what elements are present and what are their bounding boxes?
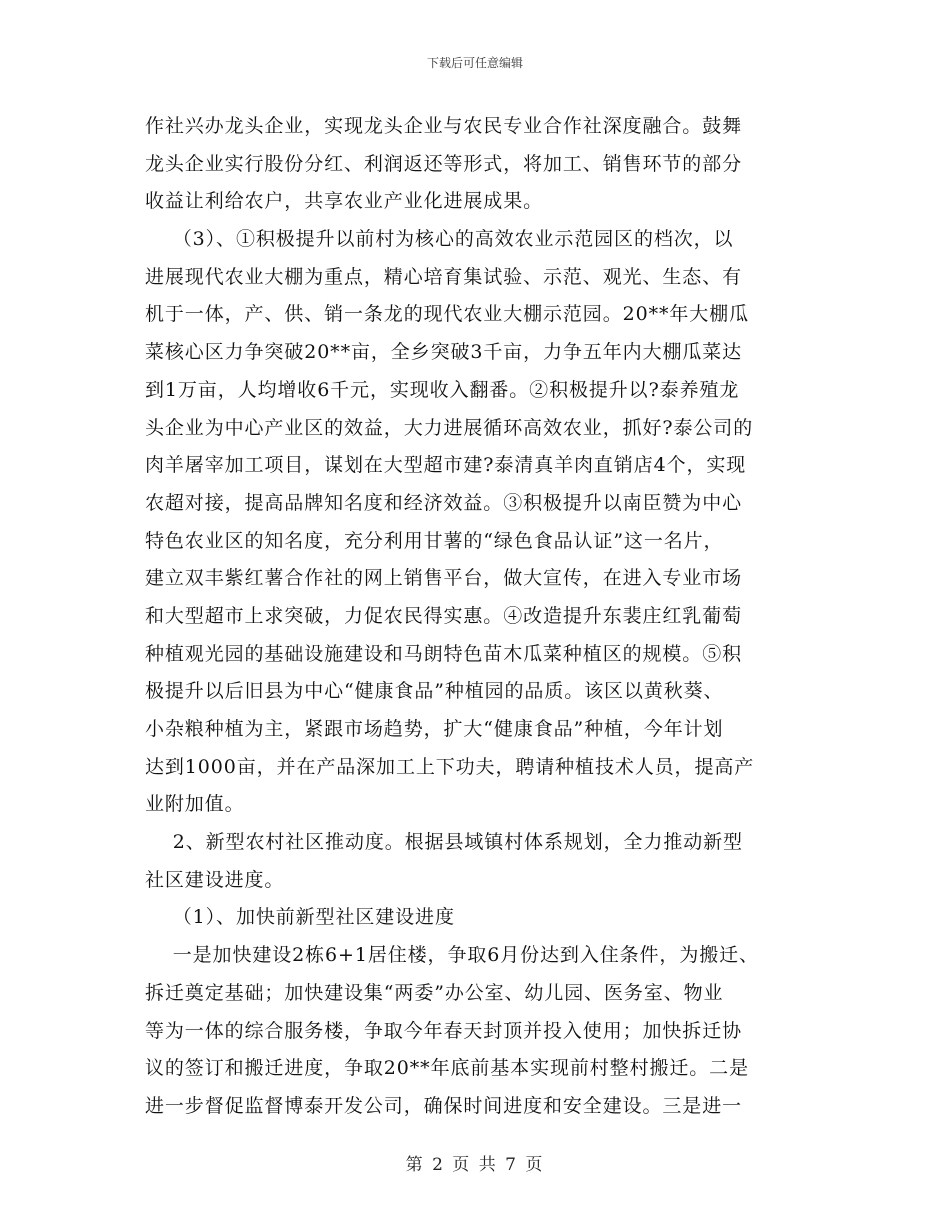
body-text-line: （3）、①积极提升以前村为核心的高效农业示范园区的档次，以	[145, 228, 734, 251]
body-text-line: 业附加值。	[145, 793, 245, 816]
body-text-line: 农超对接，提高品牌知名度和经济效益。③积极提升以南臣赞为中心	[145, 491, 743, 514]
body-text-line: 小杂粮种植为主，紧跟市场趋势，扩大“健康食品”种植，今年计划	[145, 718, 724, 740]
body-text-line: 收益让利给农户，共享农业产业化进展成果。	[145, 190, 544, 213]
body-text-line: 菜核心区力争突破20**亩，全乡突破3千亩，力争五年内大棚瓜菜达	[145, 341, 743, 364]
body-text-line: 肉羊屠宰加工项目，谋划在大型超市建?泰清真羊肉直销店4个，实现	[145, 454, 747, 477]
body-text-line: 2、新型农村社区推动度。根据县域镇村体系规划，全力推动新型	[145, 831, 743, 854]
body-text-line: （1）、加快前新型社区建设进度	[145, 906, 455, 929]
body-text-line: 极提升以后旧县为中心“健康食品”种植园的品质。该区以黄秋葵、	[145, 680, 724, 703]
body-text-line: 议的签订和搬迁进度，争取20**年底前基本实现前村整村搬迁。二是	[145, 1057, 749, 1080]
body-text-line: 作社兴办龙头企业，实现龙头企业与农民专业合作社深度融合。鼓舞	[145, 115, 743, 137]
body-text-line: 机于一体，产、供、销一条龙的现代农业大棚示范园。20**年大棚瓜	[145, 303, 749, 326]
body-text-line: 头企业为中心产业区的效益，大力进展循环高效农业，抓好?泰公司的	[145, 416, 754, 439]
document-body	[145, 108, 825, 1126]
body-text-line: 社区建设进度。	[145, 868, 285, 891]
body-text-line: 等为一体的综合服务楼，争取今年春天封顶并投入使用；加快拆迁协	[145, 1019, 743, 1042]
body-text-line: 建立双丰紫红薯合作社的网上销售平台，做大宣传，在进入专业市场	[145, 567, 743, 590]
page-number: 第 2 页 共 7 页	[405, 1155, 545, 1175]
body-text-line: 到1万亩，人均增收6千元，实现收入翻番。②积极提升以?泰养殖龙	[145, 378, 740, 401]
body-text-line: 一是加快建设2栋6+1居住楼，争取6月份达到入住条件，为搬迁、	[145, 944, 759, 967]
body-text-line: 龙头企业实行股份分红、利润返还等形式，将加工、销售环节的部分	[145, 152, 743, 175]
body-text-line: 达到1000亩，并在产品深加工上下功夫，聘请种植技术人员，提高产	[145, 755, 755, 778]
page-header: 下载后可任意编辑	[426, 56, 523, 70]
body-text-line: 和大型超市上求突破，力促农民得实惠。④改造提升东裴庄红乳葡萄	[145, 604, 743, 627]
body-text-line: 特色农业区的知名度，充分利用甘薯的“绿色食品认证”这一名片，	[145, 529, 724, 552]
body-text-line: 进一步督促监督博泰开发公司，确保时间进度和安全建设。三是进一	[145, 1094, 743, 1117]
body-text-line: 拆迁奠定基础；加快建设集“两委”办公室、幼儿园、医务室、物业	[145, 981, 724, 1004]
body-text-line: 进展现代农业大棚为重点，精心培育集试验、示范、观光、生态、有	[145, 265, 743, 288]
body-text-line: 种植观光园的基础设施建设和马朗特色苗木瓜菜种植区的规模。⑤积	[145, 642, 743, 665]
